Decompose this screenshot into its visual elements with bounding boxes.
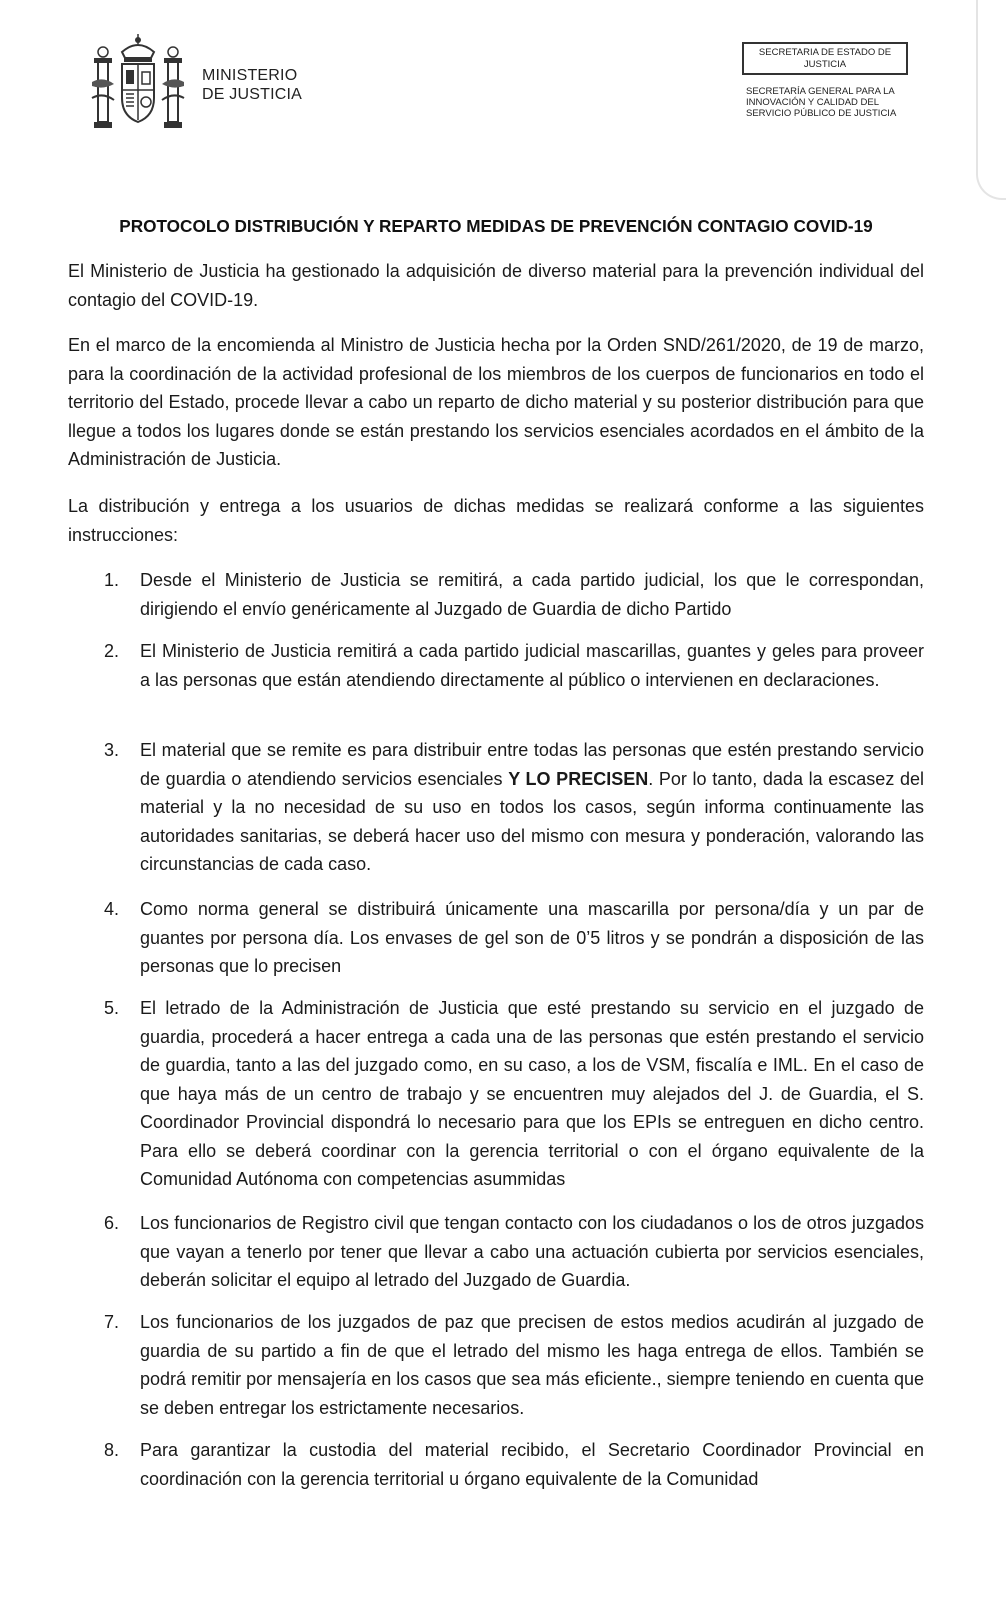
emphasis-text: Y LO PRECISEN (508, 768, 649, 789)
list-item-number: 3. (104, 740, 120, 760)
document-title: PROTOCOLO DISTRIBUCIÓN Y REPARTO MEDIDAS DE PREVENCIÓN CONTAGIO COVID-19 (119, 216, 873, 236)
list-item-number: 8. (104, 1440, 120, 1460)
list-item-number: 6. (104, 1213, 120, 1233)
ministry-name-line2: DE JUSTICIA (202, 86, 302, 103)
secretaria-estado-line2: JUSTICIA (803, 59, 847, 70)
list-item-text: Desde el Ministerio de Justicia se remitirá, a cada partido judicial, los que le correspondan, dirigiendo el envío genéricamente al Juzgado de Guardia de dicho Partido (140, 570, 924, 619)
list-item-text: El letrado de la Administración de Justicia que esté prestando su servicio en el juzgado de guardia, procederá a hacer entrega a cada una de las personas que estén prestando el servicio de guardia, tanto a las del juzgado como, en su caso, a los de VSM, fiscalía e IML. En el caso de que haya más de un centro de trabajo y se encuentren muy alejados del J. de Guardia, el S. Coordinador Provincial dispondrá lo necesario para que los EPIs se entreguen en dicho centro. Para ello se deberá coordinar con la gerencia territorial o con el órgano equivalente de la Comunidad Autónoma con competencias asummidas (140, 998, 924, 1189)
instructions-paragraph: La distribución y entrega a los usuarios de dichas medidas se realizará conforme a las siguientes instrucciones: (68, 496, 924, 545)
list-item-text: El Ministerio de Justicia remitirá a cada partido judicial mascarillas, guantes y geles para proveer a las personas que están atendiendo directamente al público o intervienen en declaraciones. (140, 641, 924, 690)
list-item-text: Para garantizar la custodia del material recibido, el Secretario Coordinador Provincial en coordinación con la gerencia territorial u órgano equivalente de la Comunidad (140, 1440, 924, 1489)
coat-of-arms-logo (88, 32, 188, 136)
intro-paragraph: El Ministerio de Justicia ha gestionado la adquisición de diverso material para la prevención individual del contagio del COVID-19. (68, 261, 924, 310)
list-item-text: Los funcionarios de Registro civil que tengan contacto con los ciudadanos o los de otros juzgados que vayan a tenerlo por tener que llevar a cabo una actuación cubierta por servicios esenciales, deberán solicitar el equipo al letrado del Juzgado de Guardia. (140, 1213, 924, 1290)
secretaria-general-line2: INNOVACIÓN Y CALIDAD DEL (746, 97, 880, 108)
secretaria-estado-line1: SECRETARIA DE ESTADO DE (758, 47, 892, 58)
list-item-number: 5. (104, 998, 120, 1018)
list-item-text (140, 736, 924, 879)
secretaria-general-line3: SERVICIO PÚBLICO DE JUSTICIA (746, 108, 897, 119)
secretaria-general-label (746, 86, 946, 119)
list-item-text: Como norma general se distribuirá únicamente una mascarilla por persona/día y un par de guantes por persona día. Los envases de gel son de 0’5 litros y se pondrán a disposición de las personas que lo precisen (140, 899, 924, 976)
secretaria-general-line1: SECRETARÍA GENERAL PARA LA (746, 86, 895, 97)
list-item-text-part: El material que se remite es para distribuir entre todas las personas que estén prestando servicio de guardia o atendiendo servicios esenciales (140, 740, 924, 789)
list-item-number: 4. (104, 899, 120, 919)
ministry-name-line1: MINISTERIO (202, 67, 298, 84)
document-header (0, 0, 1006, 200)
list-item-number: 2. (104, 641, 120, 661)
context-paragraph: En el marco de la encomienda al Ministro de Justicia hecha por la Orden SND/261/2020, de 19 de marzo, para la coordinación de la actividad profesional de los miembros de los cuerpos de funcionarios en todo el territorio del Estado, procede llevar a cabo un reparto de dicho material y su posterior distribución para que llegue a todos los lugares donde se están prestando los servicios esenciales acordados en el ámbito de la Administración de Justicia. (68, 335, 924, 469)
list-item-number: 7. (104, 1312, 120, 1332)
list-item-number: 1. (104, 570, 120, 590)
list-item-text-part: . Por lo tanto, dada la escasez del material y la no necesidad de su uso en todos los casos, según informa continuamente las autoridades sanitarias, se deberá hacer uso del mismo con mesura y ponderación, valorando las circunstancias de cada caso. (140, 768, 924, 874)
ministry-name (202, 66, 302, 104)
list-item-text: Los funcionarios de los juzgados de paz que precisen de estos medios acudirán al juzgado de guardia de su partido a fin de que el letrado del mismo les haga entrega de ellos. También se podrá remitir por mensajería en los casos que sea más eficiente., siempre teniendo en cuenta que se deben entregar los estrictamente necesarios. (140, 1312, 924, 1418)
secretaria-estado-box (742, 42, 908, 75)
